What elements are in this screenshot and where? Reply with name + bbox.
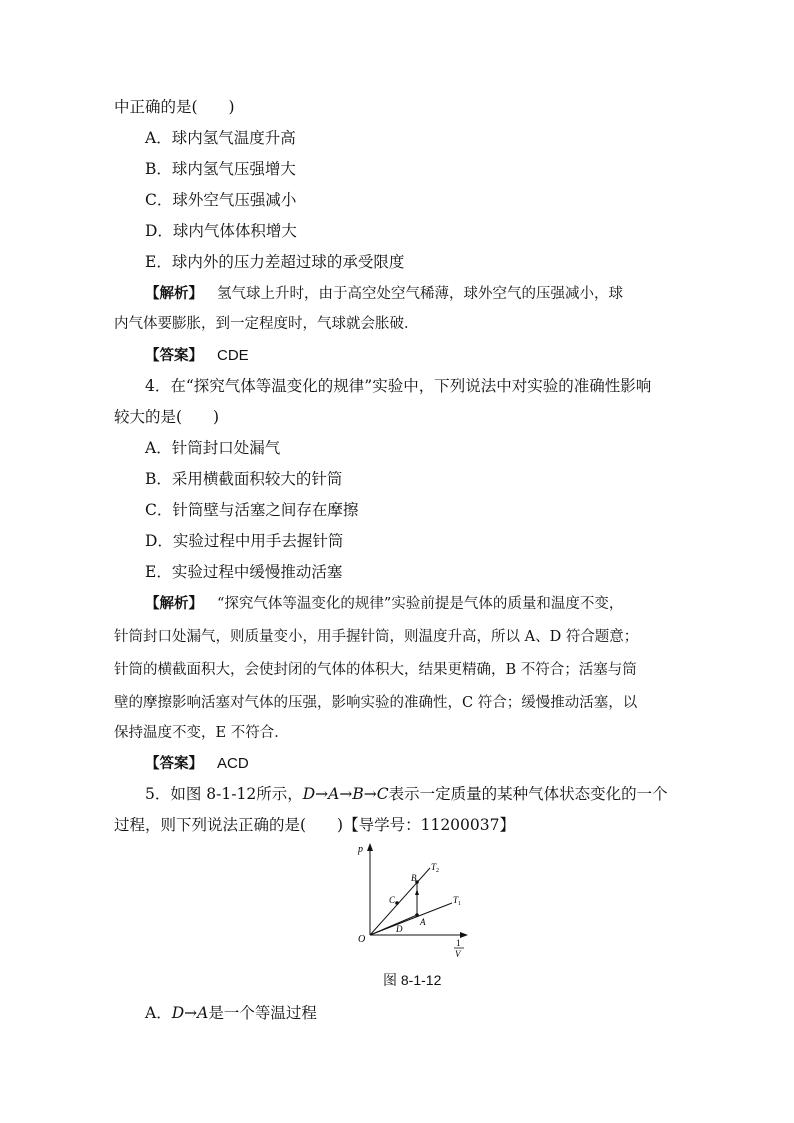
answer-value: CDE bbox=[217, 347, 249, 364]
question-stem-continued: 中正确的是( ) bbox=[114, 98, 235, 116]
label-c: C bbox=[389, 895, 396, 905]
analysis-paragraph-3 bbox=[145, 282, 623, 305]
label-b: B bbox=[411, 873, 417, 883]
origin-label: O bbox=[358, 934, 366, 945]
option-b: B．球内氢气压强增大 bbox=[145, 160, 296, 178]
x-axis-label-den: V bbox=[455, 949, 461, 959]
arrow-a-to-b bbox=[415, 889, 419, 895]
analysis-tag: 【解析】 bbox=[145, 286, 203, 302]
x-axis-label-num: 1 bbox=[456, 938, 461, 948]
question-4-stem: 4．在“探究气体等温变化的规律”实验中，下列说法中对实验的准确性影响 bbox=[145, 377, 652, 395]
analysis-text: 氢气球上升时，由于高空处空气稀薄，球外空气的压强减小，球 bbox=[217, 286, 623, 302]
analysis-text: “探究气体等温变化的规律”实验前提是气体的质量和温度不变， bbox=[217, 596, 624, 612]
x-axis-arrow bbox=[460, 932, 468, 938]
q4-option-a: A．针筒封口处漏气 bbox=[145, 439, 281, 457]
p-inverse-v-diagram bbox=[350, 840, 480, 965]
analysis-text-cont: 针筒封口处漏气，则质量变小，用手握针筒，则温度升高，所以 A、D 符合题意； bbox=[114, 629, 639, 645]
point-c bbox=[395, 901, 399, 905]
label-a: A bbox=[420, 917, 426, 927]
analysis-tag: 【解析】 bbox=[145, 596, 203, 612]
answer-tag: 【答案】 bbox=[145, 756, 203, 772]
analysis-text-cont: 壁的摩擦影响活塞对气体的压强，影响实验的准确性，C 符合；缓慢推动活塞，以 bbox=[114, 695, 638, 711]
point-a bbox=[415, 913, 419, 917]
label-t2: $T_2$ bbox=[431, 862, 440, 874]
figure-caption: 图 8-1-12 bbox=[383, 972, 442, 988]
option-a: A．球内氢气温度升高 bbox=[145, 129, 296, 147]
question-4-stem-cont: 较大的是( ) bbox=[114, 408, 220, 426]
q4-option-d: D．实验过程中用手去握针筒 bbox=[145, 532, 344, 550]
y-axis-arrow bbox=[367, 843, 373, 851]
answer-value: ACD bbox=[217, 755, 249, 772]
option-c: C．球外空气压强减小 bbox=[145, 191, 297, 209]
q4-option-b: B．采用横截面积较大的针筒 bbox=[145, 470, 343, 488]
q5-option-a: A．D→A是一个等温过程 bbox=[145, 1004, 317, 1022]
y-axis-label: p bbox=[358, 844, 363, 855]
question-5-stem: 5．如图 8-1-12所示，D→A→B→C表示一定质量的某种气体状态变化的一个 bbox=[145, 785, 668, 803]
answer-4 bbox=[145, 752, 249, 775]
answer-3 bbox=[145, 344, 249, 367]
option-d: D．球内气体体积增大 bbox=[145, 222, 297, 240]
analysis-paragraph-4 bbox=[145, 592, 623, 615]
option-e: E．球内外的压力差超过球的承受限度 bbox=[145, 253, 405, 271]
answer-tag: 【答案】 bbox=[145, 348, 203, 364]
label-d: D bbox=[396, 924, 403, 934]
label-t1: $T_1$ bbox=[453, 895, 462, 907]
q4-option-e: E．实验过程中缓慢推动活塞 bbox=[145, 563, 343, 581]
process-d-to-a bbox=[370, 915, 417, 935]
question-5-stem-cont: 过程，则下列说法正确的是( )【导学号：11200037】 bbox=[114, 816, 515, 834]
analysis-text-cont: 保持温度不变，E 不符合． bbox=[114, 725, 289, 741]
q4-option-c: C．针筒壁与活塞之间存在摩擦 bbox=[145, 501, 359, 519]
analysis-text-cont: 内气体要膨胀，到一定程度时，气球就会胀破． bbox=[114, 316, 419, 332]
analysis-text-cont: 针筒的横截面积大，会使封闭的气体的体积大，结果更精确，B 不符合；活塞与筒 bbox=[114, 662, 637, 678]
